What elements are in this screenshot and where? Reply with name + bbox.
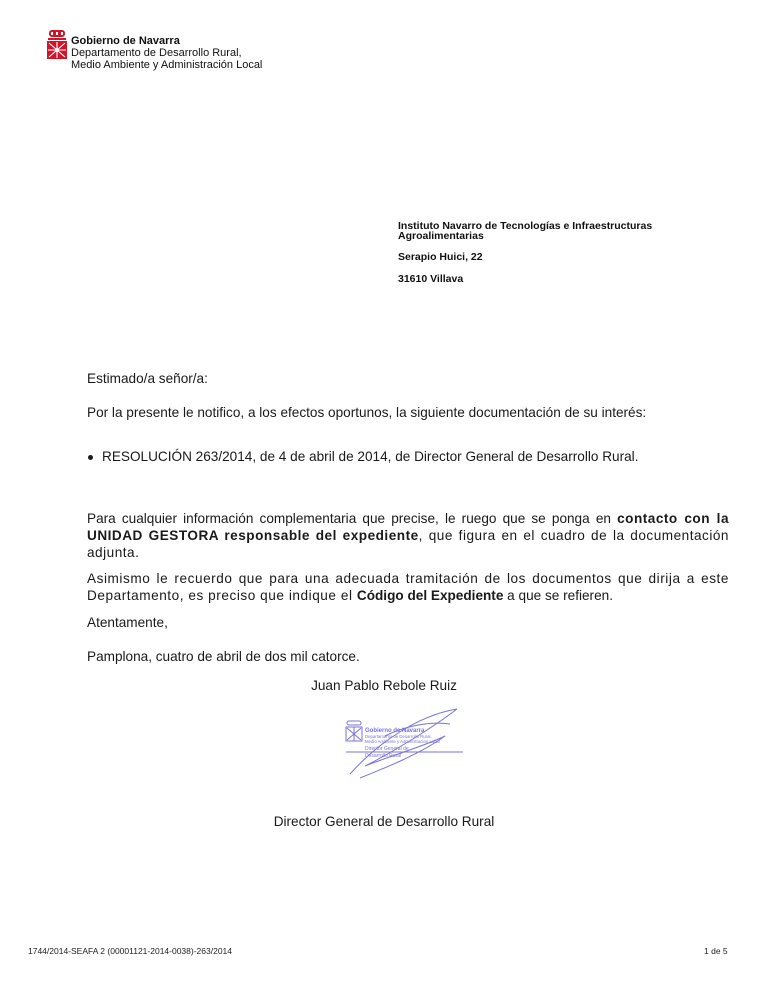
svg-text:Departamento de Desarrollo Rur: Departamento de Desarrollo Rural,: [365, 734, 432, 739]
header-logo: [46, 30, 276, 80]
recipient-address: Serapio Huici, 22: [398, 251, 483, 263]
footer-reference: 1744/2014-SEAFA 2 (00001121-2014-0038)-263/2014: [28, 946, 233, 956]
recipient-name-line1: Instituto Navarro de Tecnologías e Infraestructuras: [398, 220, 653, 232]
recipient-postal-city: 31610 Villava: [398, 273, 464, 285]
recipient-name-line2: Agroalimentarias: [398, 230, 484, 242]
greeting: Estimado/a señor/a:: [87, 371, 208, 386]
navarra-crest-icon: [46, 30, 68, 60]
place-date: Pamplona, cuatro de abril de dos mil catorce.: [87, 649, 360, 664]
recipient-block: [398, 221, 652, 284]
department-line2: Medio Ambiente y Administración Local: [71, 59, 263, 71]
reference-text-a: Asimismo le recuerdo que para una adecuada tramitación de los documentos que dirija a este Departamento, es preciso que indique el: [87, 571, 729, 603]
svg-text:Desarrollo Rural: Desarrollo Rural: [365, 753, 402, 759]
header-org-text: [71, 35, 262, 71]
department-line1: Departamento de Desarrollo Rural,: [71, 47, 242, 59]
contact-text-b: , que figura en el cuadro de la documentación adjunta.: [87, 528, 729, 560]
reference-bold: Código del Expediente: [356, 588, 504, 603]
contact-bold: contacto con la UNIDAD GESTORA responsable del expediente: [87, 511, 729, 543]
signer-name: Juan Pablo Rebole Ruiz: [311, 678, 457, 693]
bullet-icon: [88, 455, 93, 460]
contact-text-a: Para cualquier información complementaria que precise, le ruego que se ponga en: [87, 511, 618, 526]
document-list-item: RESOLUCIÓN 263/2014, de 4 de abril de 2014, de Director General de Desarrollo Rural.: [102, 449, 639, 464]
svg-text:Director General de: Director General de: [365, 746, 409, 752]
signature-stamp-icon: [345, 706, 470, 781]
svg-text:Medio Ambiente y Administració: Medio Ambiente y Administración Local: [365, 739, 440, 744]
page-number: 1 de 5: [704, 946, 728, 956]
intro-paragraph: Por la presente le notifico, a los efectos oportunos, la siguiente documentación de su interés:: [87, 405, 647, 420]
svg-text:Gobierno de Navarra: Gobierno de Navarra: [365, 728, 425, 734]
signer-role: Director General de Desarrollo Rural: [273, 814, 495, 829]
contact-paragraph: [87, 510, 729, 561]
reference-paragraph: [87, 570, 729, 604]
org-name: Gobierno de Navarra: [71, 35, 180, 47]
reference-text-b: a que se refieren.: [503, 588, 613, 603]
closing: Atentamente,: [87, 615, 168, 630]
